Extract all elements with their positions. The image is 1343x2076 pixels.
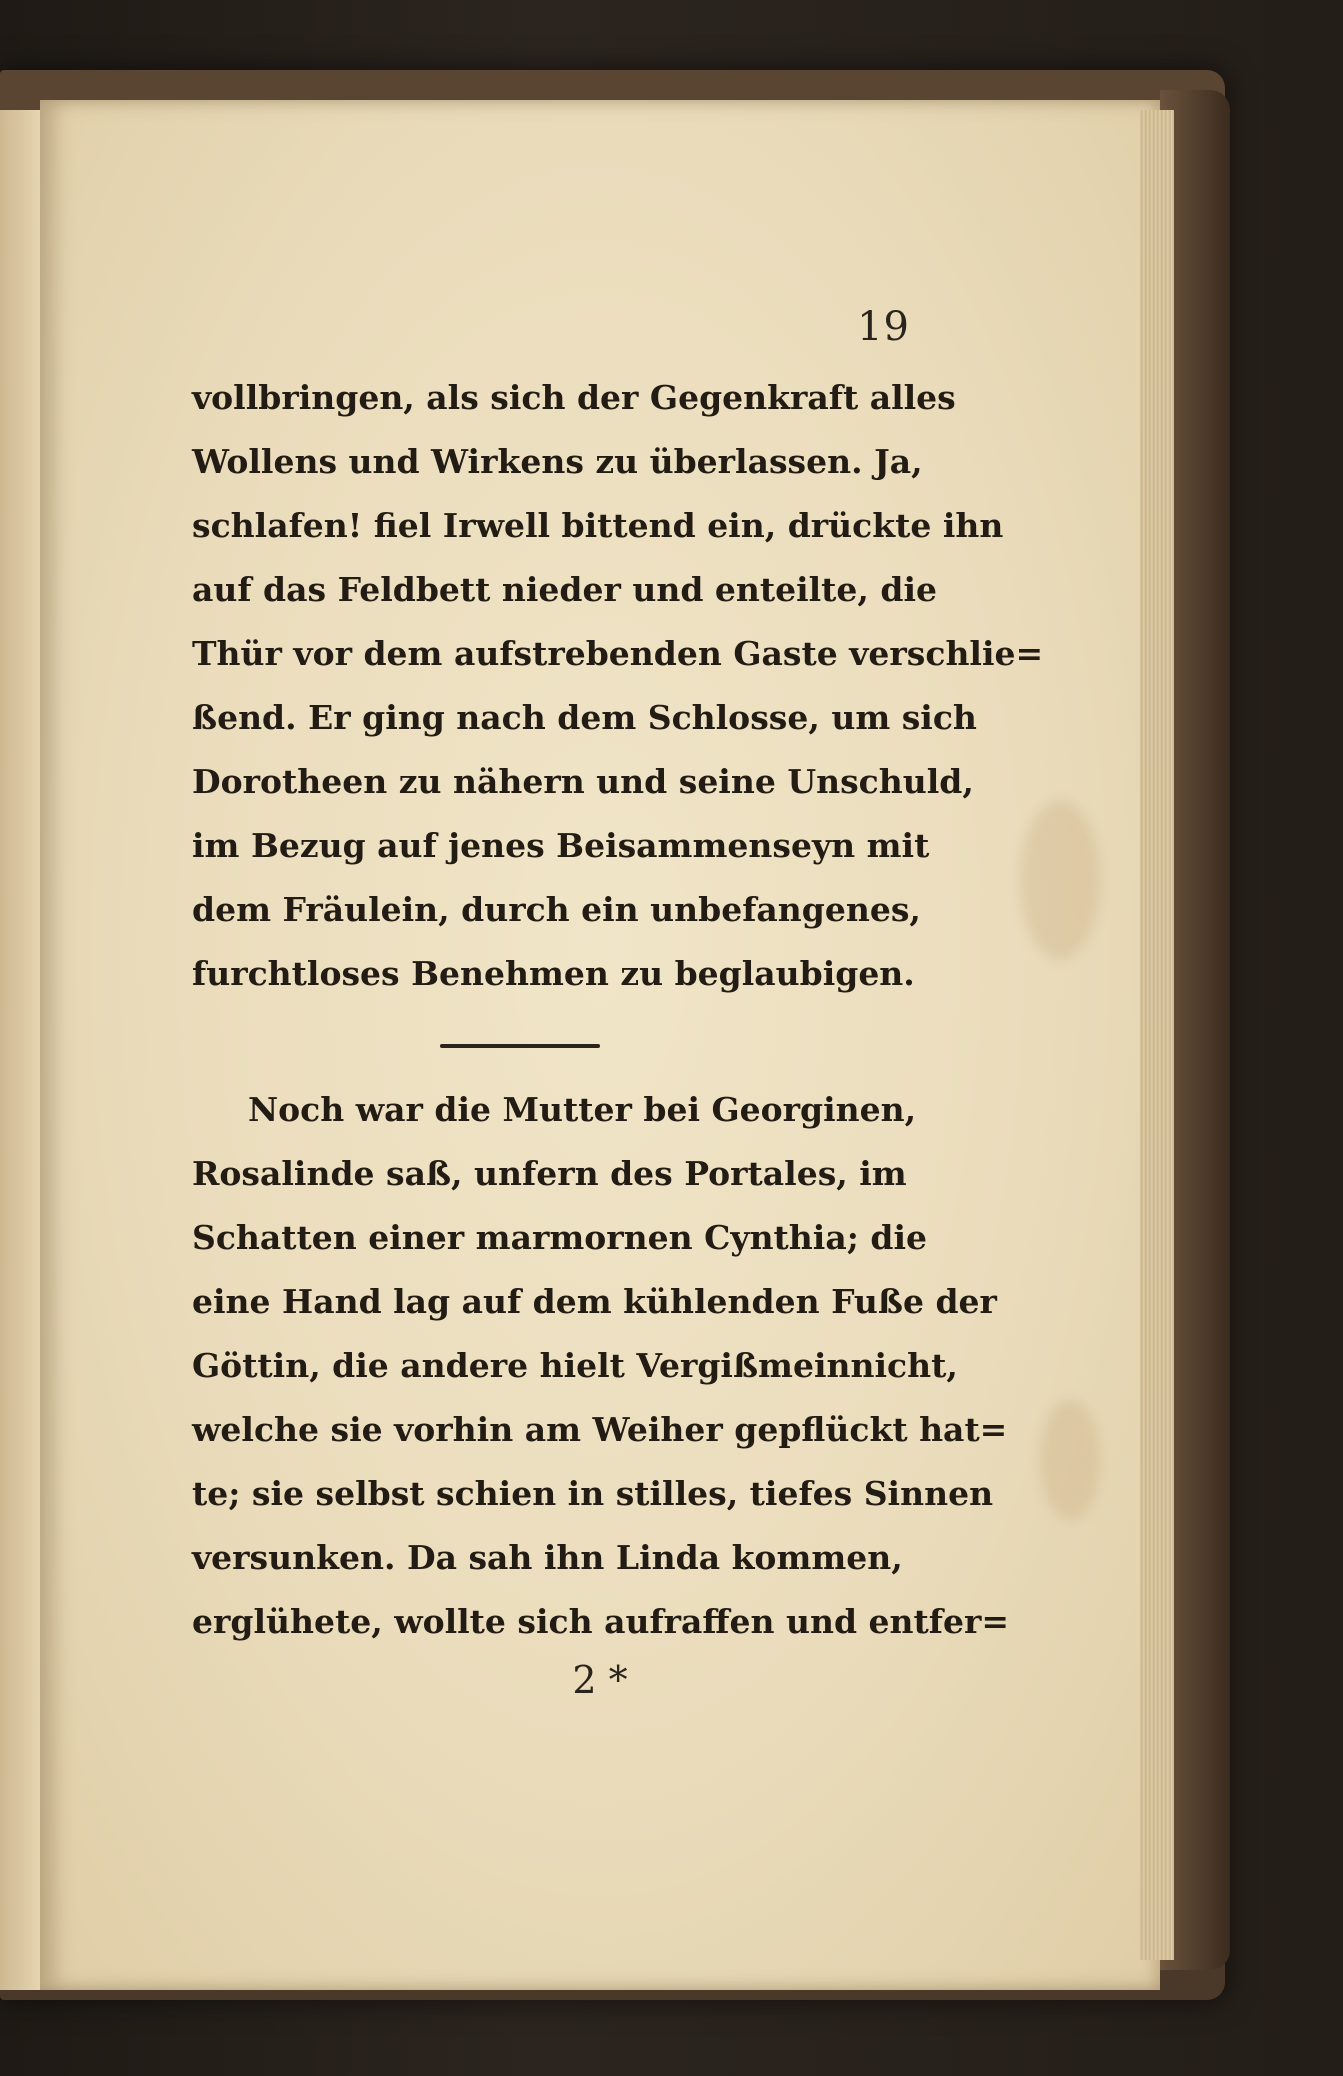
text-line: ßend. Er ging nach dem Schlosse, um sich xyxy=(192,698,977,737)
paper-stain xyxy=(1040,1400,1100,1520)
text-line: te; sie selbst schien in stilles, tiefes Sinnen xyxy=(192,1474,994,1513)
text-line: im Bezug auf jenes Beisammenseyn mit xyxy=(192,826,930,865)
text-line: dem Fräulein, durch ein unbefangenes, xyxy=(192,890,921,929)
text-line: vollbringen, als sich der Gegenkraft alles xyxy=(192,378,956,417)
facing-page-edge xyxy=(0,110,40,1990)
text-line: welche sie vorhin am Weiher gepflückt hat= xyxy=(192,1410,1008,1449)
text-line: furchtloses Benehmen zu beglaubigen. xyxy=(192,954,915,993)
text-line: Schatten einer marmornen Cynthia; die xyxy=(192,1218,927,1257)
text-line: Göttin, die andere hielt Vergißmeinnicht, xyxy=(192,1346,958,1385)
page-stack-edge xyxy=(1140,110,1174,1960)
text-line: Noch war die Mutter bei Georginen, xyxy=(248,1090,917,1129)
text-line: Rosalinde saß, unfern des Portales, im xyxy=(192,1154,907,1193)
text-line: auf das Feldbett nieder und enteilte, die xyxy=(192,570,937,609)
text-line: schlafen! fiel Irwell bittend ein, drückte ihn xyxy=(192,506,1004,545)
text-line: versunken. Da sah ihn Linda kommen, xyxy=(192,1538,903,1577)
paper-stain xyxy=(1020,800,1100,960)
printer-signature: 2 * xyxy=(572,1658,628,1702)
text-line: Thür vor dem aufstrebenden Gaste verschlie= xyxy=(192,634,1044,673)
paragraph-2 xyxy=(192,1078,1010,1654)
text-line: eine Hand lag auf dem kühlenden Fuße der xyxy=(192,1282,997,1321)
section-divider xyxy=(440,1044,600,1048)
paragraph-1 xyxy=(192,366,1044,1006)
text-line: erglühete, wollte sich aufraffen und entfer= xyxy=(192,1602,1010,1641)
page-number: 19 xyxy=(857,304,910,350)
text-line: Dorotheen zu nähern und seine Unschuld, xyxy=(192,762,974,801)
text-line: Wollens und Wirkens zu überlassen. Ja, xyxy=(192,442,923,481)
